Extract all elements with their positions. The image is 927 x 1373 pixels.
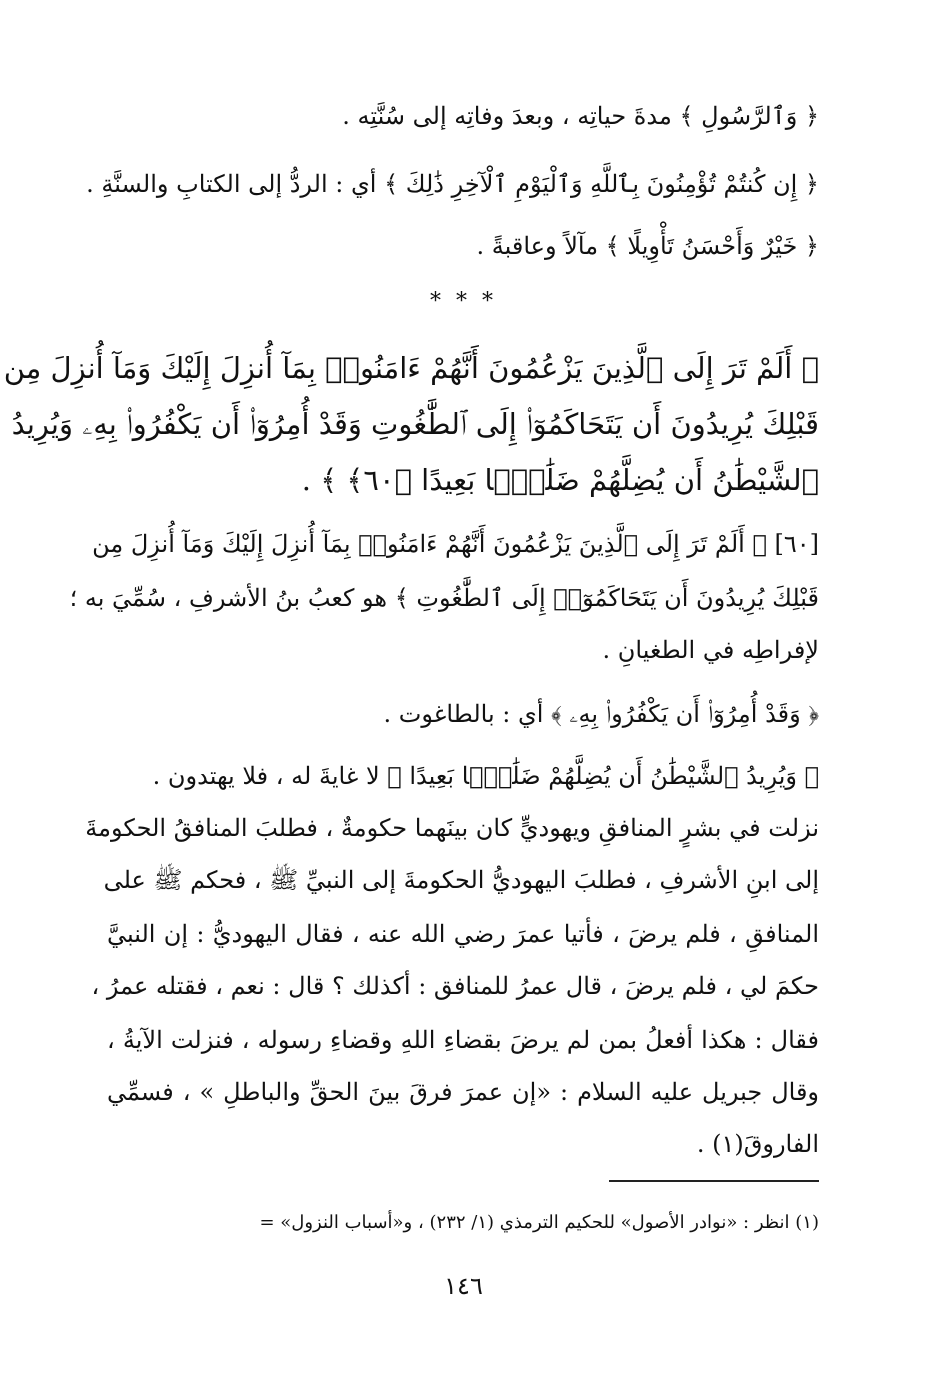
commentary-line-4: ﴿ وَقَدْ أُمِرُوٓا۟ أَن يَكْفُرُوا۟ بِهِۦ ﴾ أي : بالطاغوت .	[383, 700, 819, 728]
page-number: ١٤٦	[444, 1272, 483, 1300]
commentary-line-7: إلى ابنِ الأشرفِ ، فطلبَ اليهوديُّ الحكومةَ إلى النبيِّ ﷺ ، فحكم ﷺ على	[103, 866, 819, 894]
commentary-line-12: الفاروقَ(١) .	[696, 1130, 819, 1158]
footnote-divider	[609, 1180, 819, 1182]
section-separator: * * *	[430, 289, 497, 314]
verse-line-2: قَبْلِكَ يُرِيدُونَ أَن يَتَحَاكَمُوٓا۟ إِلَى ٱلطَّٰغُوتِ وَقَدْ أُمِرُوٓا۟ أَن يَكْفُرُوا۟ بِهِۦ وَيُرِيدُ	[11, 407, 819, 441]
commentary-line-2: قَبْلِكَ يُرِيدُونَ أَن يَتَحَاكَمُوٓا۟ إِلَى ٱلطَّٰغُوتِ ﴾ هو كعبُ بنُ الأشرفِ ، سُمِّيَ به ؛	[69, 584, 819, 612]
verse-line-3: ٱلشَّيْطَٰنُ أَن يُضِلَّهُمْ ضَلَٰلًۢا بَعِيدًا ﴿٦٠﴾ ﴾ .	[301, 463, 819, 497]
verse-line-1: ﴿ أَلَمْ تَرَ إِلَى ٱلَّذِينَ يَزْعُمُونَ أَنَّهُمْ ءَامَنُوا۟ بِمَآ أُنزِلَ إِلَيْكَ وَمَآ أُنزِلَ مِن	[3, 351, 819, 385]
commentary-line-1: [٦٠] ﴿ أَلَمْ تَرَ إِلَى ٱلَّذِينَ يَزْعُمُونَ أَنَّهُمْ ءَامَنُوا۟ بِمَآ أُنزِلَ إِلَيْكَ وَمَآ أُنزِلَ مِن	[92, 530, 819, 558]
footnote: (١) انظر : «نوادر الأصول» للحكيم الترمذي (١/ ٢٣٢) ، و«أسباب النزول» =	[259, 1212, 819, 1233]
tafsir-line-3: ﴿ خَيْرٌ وَأَحْسَنُ تَأْوِيلًا ﴾ مآلاً وعاقبةً .	[476, 232, 819, 260]
commentary-line-9: حكمَ لي ، فلم يرضَ ، قال عمرُ للمنافق : أكذلك ؟ قال : نعم ، فقتله عمرُ ،	[91, 972, 819, 1000]
commentary-line-11: وقال جبريل عليه السلام : «إن عمرَ فرقَ بينَ الحقِّ والباطلِ » ، فسمِّي	[107, 1078, 820, 1106]
tafsir-line-1: ﴿ وَٱلرَّسُولِ ﴾ مدةَ حياتِه ، وبعدَ وفاتِه إلى سُنَّتِه .	[342, 102, 819, 130]
commentary-line-8: المنافقِ ، فلم يرضَ ، فأتيا عمرَ رضي الله عنه ، فقال اليهوديُّ : إن النبيَّ	[107, 920, 819, 948]
commentary-line-5: ﴿ وَيُرِيدُ ٱلشَّيْطَٰنُ أَن يُضِلَّهُمْ ضَلَٰلًۢا بَعِيدًا ﴾ لا غايةَ له ، فلا يهتدون .	[152, 762, 819, 790]
commentary-line-10: فقال : هكذا أفعلُ بمن لم يرضَ بقضاءِ اللهِ وقضاءِ رسوله ، فنزلت الآيةُ ،	[107, 1026, 819, 1054]
commentary-line-6: نزلت في بشرٍ المنافقِ ويهوديٍّ كان بينَهما حكومةٌ ، فطلبَ المنافقُ الحكومةَ	[85, 814, 819, 842]
commentary-line-3: لإفراطِه في الطغيانِ .	[602, 636, 819, 664]
tafsir-line-2: ﴿ إِن كُنتُمْ تُؤْمِنُونَ بِٱللَّهِ وَٱلْيَوْمِ ٱلْآخِرِ ذَٰلِكَ ﴾ أي : الردُّ إلى الكتابِ والسنَّةِ .	[86, 170, 819, 198]
